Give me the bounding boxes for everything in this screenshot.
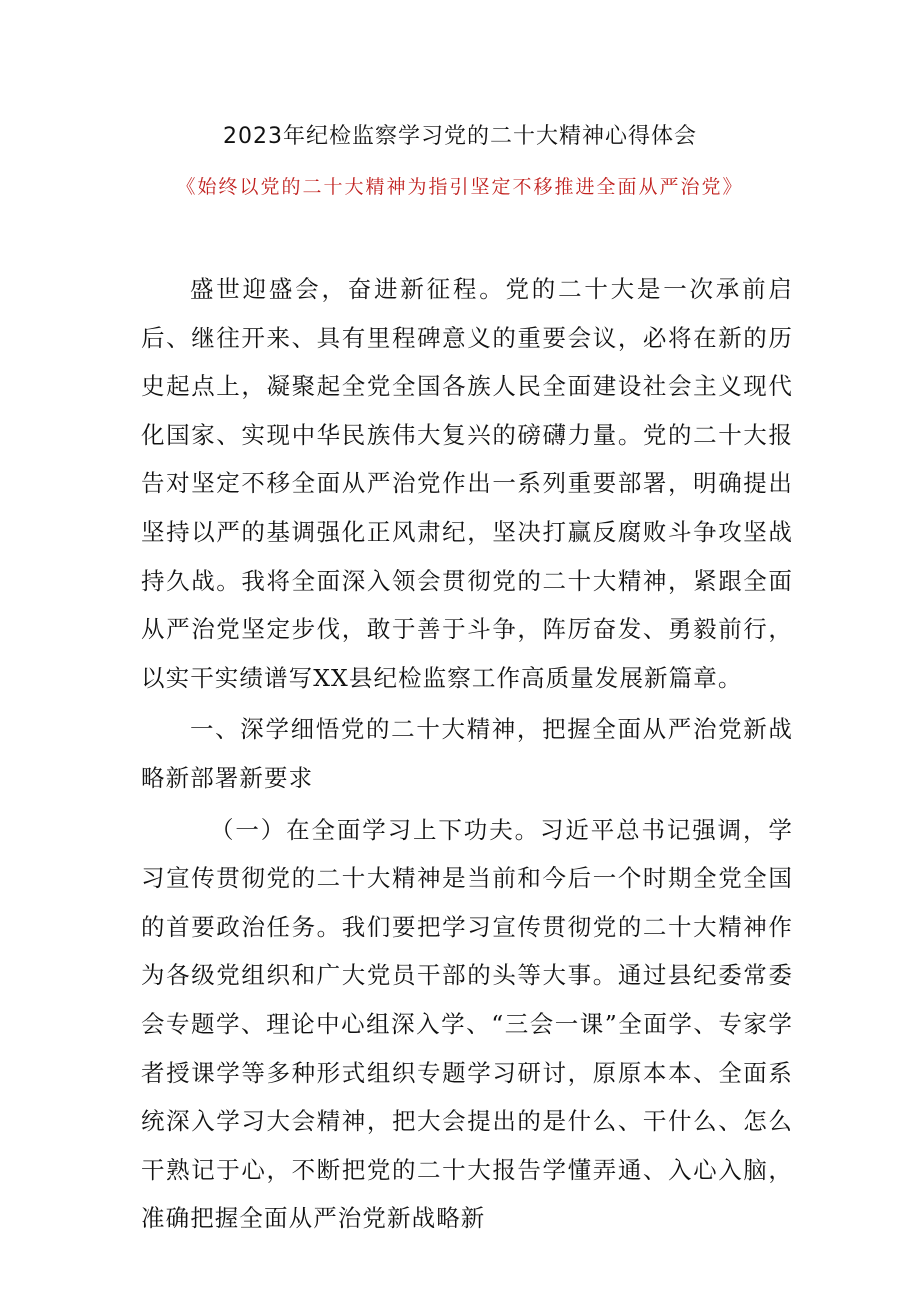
- document-body: [141, 265, 793, 1243]
- intro-paragraph: 盛世迎盛会，奋进新征程。党的二十大是一次承前启后、继往开来、具有里程碑意义的重要会议，必将在新的历史起点上，凝聚起全党全国各族人民全面建设社会主义现代化国家、实现中华民族伟大复兴的磅礴力量。党的二十大报告对坚定不移全面从严治党作出一系列重要部署，明确提出坚持以严的基调强化正风肃纪，坚决打赢反腐败斗争攻坚战持久战。我将全面深入领会贯彻党的二十大精神，紧跟全面从严治党坚定步伐，敢于善于斗争，阵厉奋发、勇毅前行，以实干实绩谱写XX县纪检监察工作高质量发展新篇章。: [141, 275, 793, 692]
- subsection-paragraph-1: （一）在全面学习上下功夫。习近平总书记强调，学习宣传贯彻党的二十大精神是当前和今后一个时期全党全国的首要政治任务。我们要把学习宣传贯彻党的二十大精神作为各级党组织和广大党员干部的头等大事。通过县纪委常委会专题学、理论中心组深入学、“三会一课”全面学、专家学者授课学等多种形式组织专题学习研讨，原原本本、全面系统深入学习大会精神，把大会提出的是什么、干什么、怎么干熟记于心，不断把党的二十大报告学懂弄通、入心入脑，准确把握全面从严治党新战略新: [141, 815, 793, 1233]
- document-title: 2023年纪检监察学习党的二十大精神心得体会: [223, 124, 697, 149]
- document-subtitle: 《始终以党的二十大精神为指引坚定不移推进全面从严治党》: [176, 176, 744, 198]
- section-heading-1: 一、深学细悟党的二十大精神，把握全面从严治党新战略新部署新要求: [141, 715, 793, 792]
